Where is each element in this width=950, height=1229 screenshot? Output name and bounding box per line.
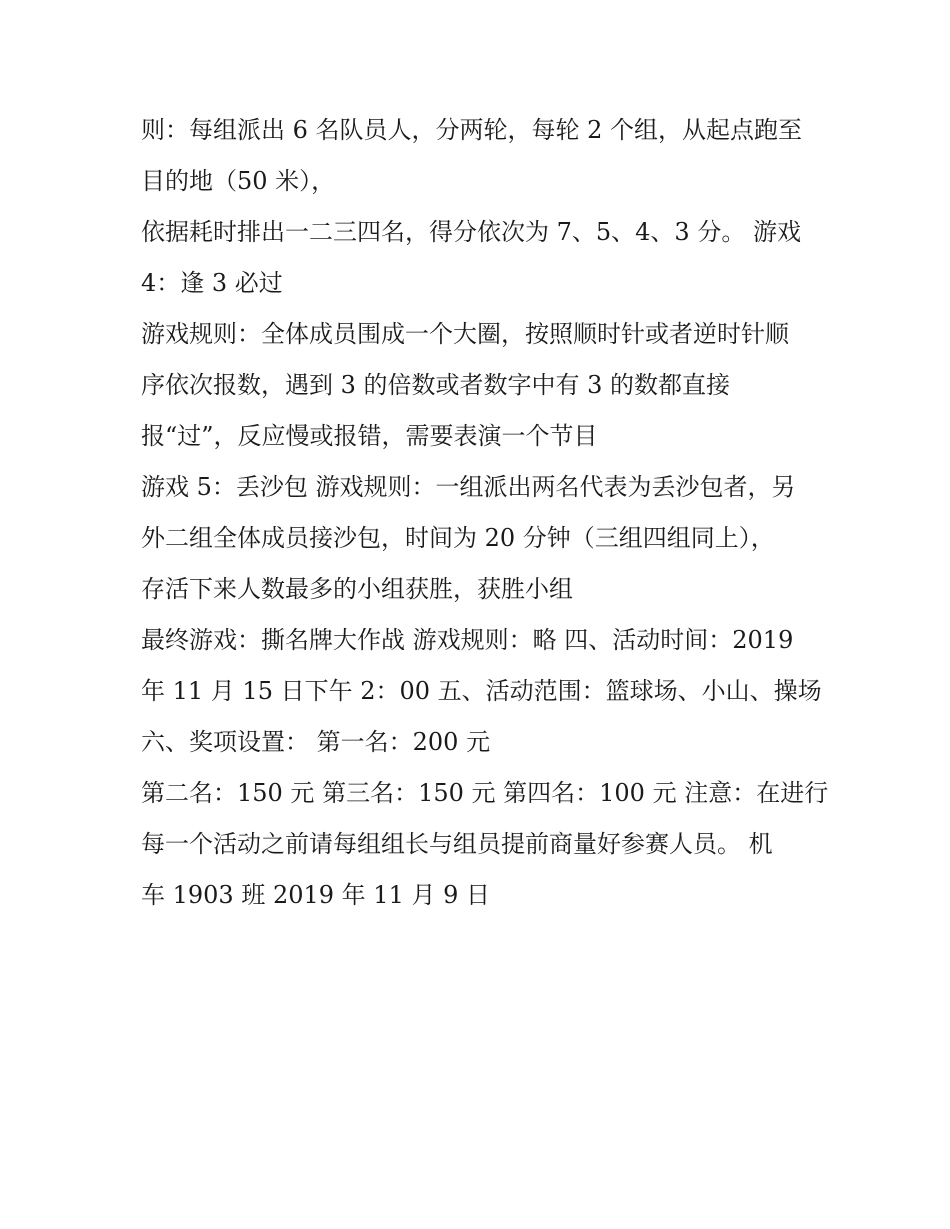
text-line: 依据耗时排出一二三四名，得分依次为 7、5、4、3 分。 游戏: [141, 218, 801, 246]
text-line: 游戏规则：全体成员围成一个大圈，按照顺时针或者逆时针顺: [141, 320, 789, 348]
text-line: 每一个活动之前请每组组长与组员提前商量好参赛人员。 机: [141, 830, 773, 858]
text-line: 六、奖项设置： 第一名：200 元: [141, 728, 491, 756]
text-line: 最终游戏：撕名牌大作战 游戏规则：略 四、活动时间：2019: [141, 626, 794, 654]
text-line: 外二组全体成员接沙包，时间为 20 分钟（三组四组同上），: [141, 524, 775, 552]
text-line: 游戏 5：丢沙包 游戏规则：一组派出两名代表为丢沙包者，另: [141, 473, 796, 501]
text-line: 报“过”，反应慢或报错，需要表演一个节目: [141, 422, 598, 450]
text-line: 年 11 月 15 日下午 2：00 五、活动范围：篮球场、小山、操场: [141, 677, 822, 705]
text-line: 第二名：150 元 第三名：150 元 第四名：100 元 注意：在进行: [141, 779, 829, 807]
text-line: 序依次报数，遇到 3 的倍数或者数字中有 3 的数都直接: [141, 371, 731, 399]
text-line: 存活下来人数最多的小组获胜，获胜小组: [141, 575, 573, 603]
text-line: 车 1903 班 2019 年 11 月 9 日: [141, 881, 490, 909]
text-line: 目的地（50 米），: [141, 167, 336, 195]
document-body: [141, 110, 841, 926]
text-line: 4：逢 3 必过: [141, 269, 283, 297]
text-line: 则：每组派出 6 名队员人，分两轮，每轮 2 个组，从起点跑至: [141, 116, 803, 144]
